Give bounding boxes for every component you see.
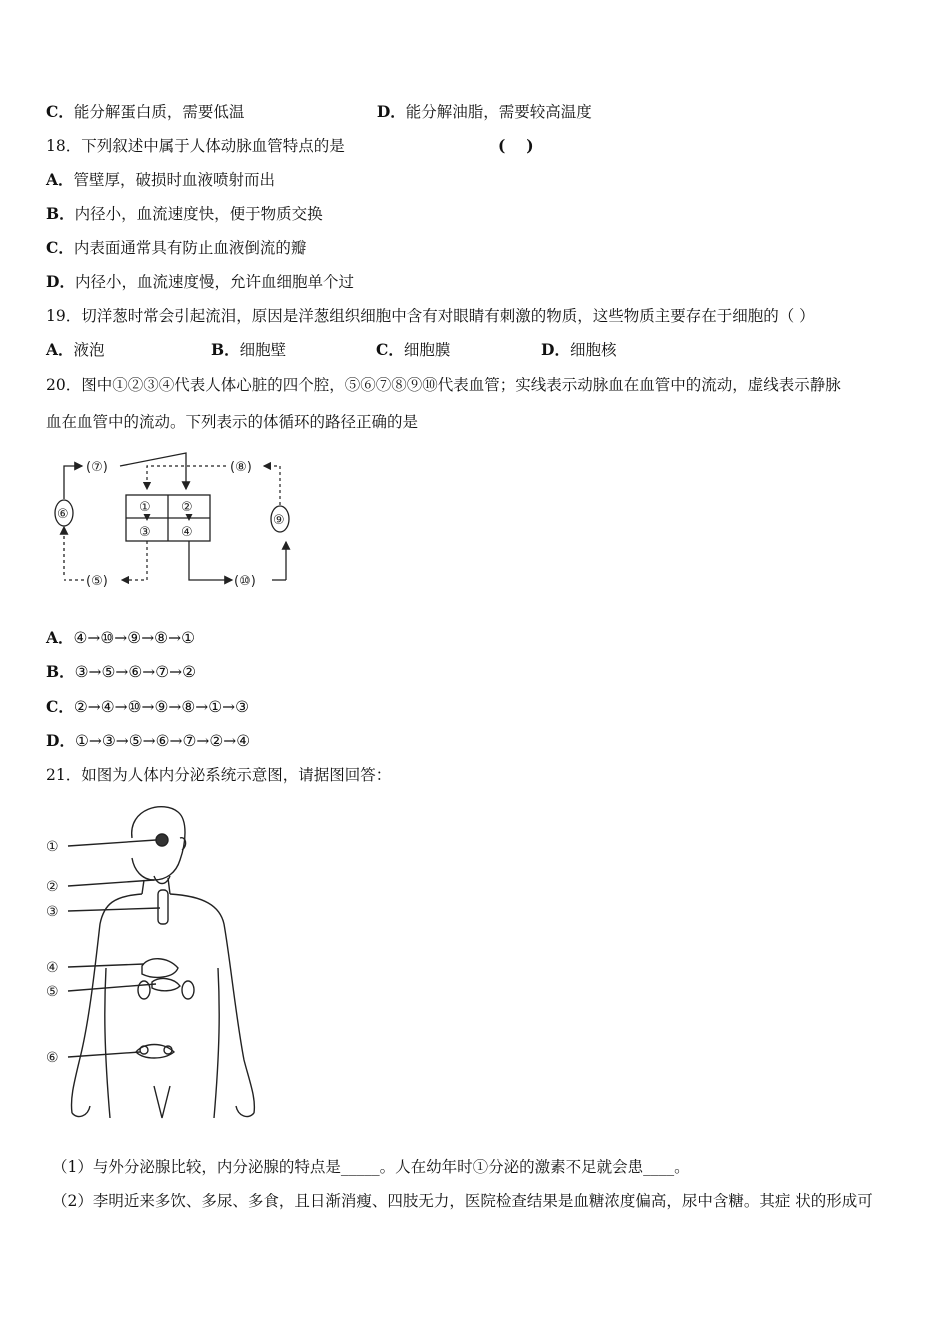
q20-option-d <box>46 731 250 751</box>
option-text: ①→③→⑤→⑥→⑦→②→④ <box>74 732 251 750</box>
q21-subquestion-2: （2）李明近来多饮、多尿、多食，且日渐消瘦、四肢无力，医院检查结果是血糖浓度偏高，尿中含糖。其症 状的形成可 <box>52 1192 873 1210</box>
option-text: 液泡 <box>73 341 105 359</box>
q19-option-d <box>541 340 616 360</box>
q19-option-b <box>211 340 376 360</box>
option-text: ④→⑩→⑨→⑧→① <box>73 629 195 647</box>
option-label: A． <box>46 340 74 359</box>
gland-label-4: ④ <box>46 960 59 976</box>
q21-subquestion-1: （1）与外分泌腺比较，内分泌腺的特点是_____。人在幼年时①分泌的激素不足就会患____。 <box>52 1158 690 1176</box>
endocrine-system-figure <box>44 798 284 1123</box>
q20-stem-line1: 20．图中①②③④代表人体心脏的四个腔，⑤⑥⑦⑧⑨⑩代表血管；实线表示动脉血在血管中的流动，虚线表示静脉 <box>46 376 841 394</box>
vessel-10-label: (⑩) <box>234 574 256 589</box>
option-label: C． <box>46 697 74 716</box>
option-text: 细胞壁 <box>239 341 287 359</box>
option-label: B． <box>46 662 75 681</box>
vessel-9-label: ⑨ <box>273 513 285 528</box>
q20-option-b <box>46 662 196 682</box>
option-label: B． <box>211 340 240 359</box>
option-label: A． <box>46 628 74 647</box>
q17-option-c-text: 能分解蛋白质，需要低温 <box>73 103 245 121</box>
option-label: D． <box>46 731 75 750</box>
q18-option-b <box>46 204 323 224</box>
chamber-2-label: ② <box>181 500 193 515</box>
q18-stem <box>46 136 534 156</box>
vessel-6-label: ⑥ <box>57 507 69 522</box>
q19-option-a <box>46 340 211 360</box>
chamber-4-label: ④ <box>181 525 193 540</box>
gland-label-2: ② <box>46 879 59 895</box>
gland-label-6: ⑥ <box>46 1050 59 1066</box>
q17-option-d-label: D． <box>376 102 406 121</box>
q20-option-a <box>46 628 195 648</box>
q21-stem: 21．如图为人体内分泌系统示意图，请据图回答： <box>46 766 392 784</box>
heart-circulation-diagram <box>50 447 295 602</box>
chamber-3-label: ③ <box>139 525 151 540</box>
gland-label-5: ⑤ <box>46 984 59 1000</box>
option-text: 内径小，血流速度快，便于物质交换 <box>74 205 323 223</box>
option-label: B． <box>46 204 75 223</box>
option-label: D． <box>46 272 75 291</box>
gland-label-1: ① <box>46 839 59 855</box>
q18-option-c <box>46 238 306 258</box>
option-label: A． <box>46 170 74 189</box>
option-text: ③→⑤→⑥→⑦→② <box>74 663 197 681</box>
q17-option-c-label: C． <box>46 102 74 121</box>
q17-option-row <box>46 102 592 122</box>
option-text: 内表面通常具有防止血液倒流的瓣 <box>73 239 307 257</box>
q19-stem: 19．切洋葱时常会引起流泪，原因是洋葱组织细胞中含有对眼睛有刺激的物质，这些物质主要存在于细胞的（ ） <box>46 307 815 325</box>
q19-option-c <box>376 340 541 360</box>
option-label: C． <box>376 340 404 359</box>
q18-answer-bracket: ( ) <box>498 136 534 155</box>
option-text: 细胞膜 <box>403 341 451 359</box>
option-text: 细胞核 <box>569 341 617 359</box>
option-label: D． <box>541 340 570 359</box>
q18-option-a <box>46 170 275 190</box>
vessel-8-label: (⑧) <box>230 460 252 475</box>
gland-label-3: ③ <box>46 904 59 920</box>
q17-option-d-text: 能分解油脂，需要较高温度 <box>405 103 592 121</box>
option-text: 内径小，血流速度慢，允许血细胞单个过 <box>74 273 354 291</box>
chamber-1-label: ① <box>139 500 151 515</box>
option-text: ②→④→⑩→⑨→⑧→①→③ <box>73 698 250 716</box>
vessel-5-label: (⑤) <box>86 574 108 589</box>
vessel-7-label: (⑦) <box>86 460 108 475</box>
q20-option-c <box>46 697 249 717</box>
option-label: C． <box>46 238 74 257</box>
option-text: 管壁厚，破损时血液喷射而出 <box>73 171 276 189</box>
q20-stem-line2: 血在血管中的流动。下列表示的体循环的路径正确的是 <box>46 413 419 431</box>
q18-option-d <box>46 272 354 292</box>
q18-stem-text: 18．下列叙述中属于人体动脉血管特点的是 <box>46 137 345 155</box>
q19-options <box>46 340 616 360</box>
